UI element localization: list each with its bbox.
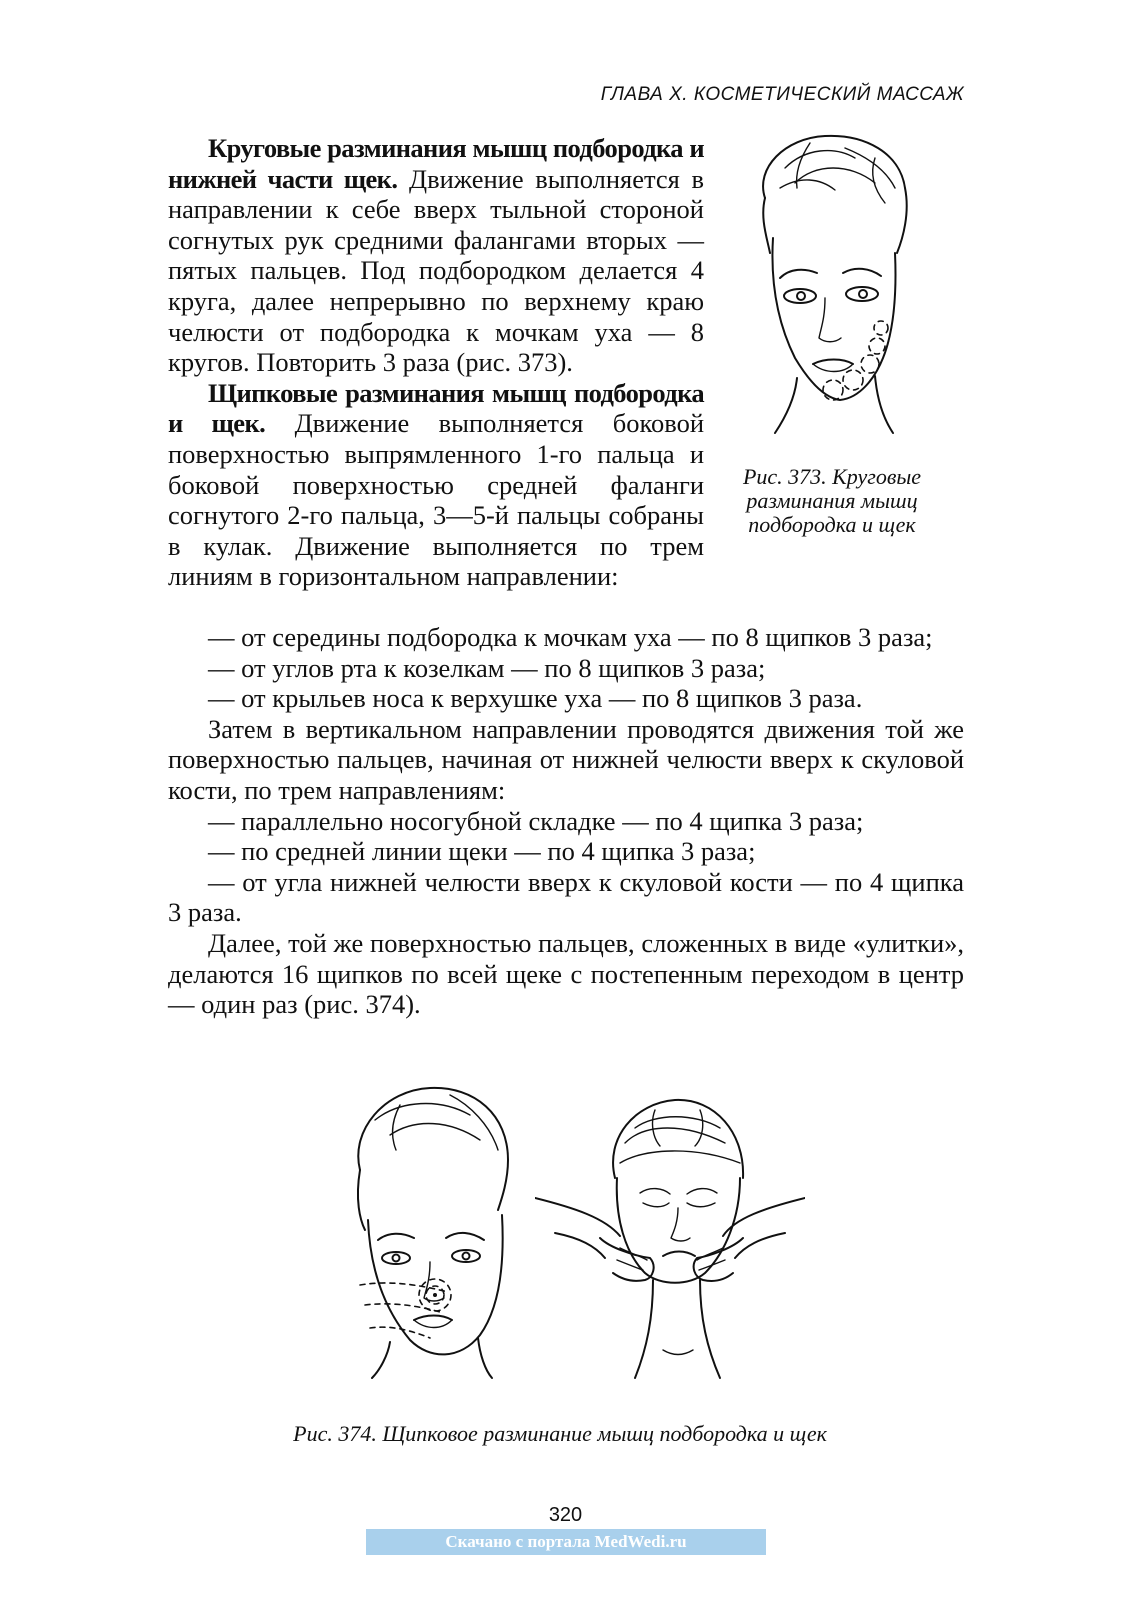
figure-374-caption: Рис. 374. Щипковое разминание мышц подбородка и щек [293, 1421, 827, 1446]
list-item-h1: — от середины подбородка к мочкам уха — по 8 щипков 3 раза; [208, 622, 933, 652]
figure-373-caption: Рис. 373. Круговые разминания мышц подбородка и щек [742, 464, 922, 537]
section-title-circular: Круговые разминания мышц подбородка и нижней части щек. [168, 133, 704, 194]
section-body-pinch: Движение выполняется боковой поверхностью выпрямленного 1-го пальца и боковой поверхностью средней фаланги согнутого 2-го пальца, 3—5-й пальцы собраны в кулак. Движение выполняется по трем линиям в горизонтальном направлении: [168, 408, 705, 592]
list-item-v2: — по средней линии щеки — по 4 щипка 3 раза; [208, 836, 756, 867]
paragraph-circular-kneading [168, 133, 704, 378]
figure-374-left-illustration [330, 1080, 530, 1380]
list-item-h2: — от углов рта к козелкам — по 8 щипков 3 раза; [208, 652, 766, 683]
text-column-narrow [168, 133, 704, 592]
text-column-full [168, 622, 964, 1020]
section-body-circular: Движение выполняется в направлении к себе вверх тыльной стороной согнутых рук средними фалангами вторых — пятых пальцев. Под подбородком делается 4 круга, далее непрерывно по верхнему краю челюсти от подбородка к мочкам уха — 8 кругов. Повторить 3 раза (рис. 373). [168, 163, 704, 378]
paragraph-vertical-intro: Затем в вертикальном направлении проводятся движения той же поверхностью пальцев, начиная от нижней челюсти вверх к скуловой кости, по трем направлениям: [168, 713, 964, 805]
page-number: 320 [548, 1504, 583, 1526]
watermark-banner: Скачано с портала MedWedi.ru [366, 1529, 766, 1555]
list-item-v1: — параллельно носогубной складке — по 4 щипка 3 раза; [208, 805, 864, 836]
paragraph-pinch-kneading [168, 378, 704, 592]
list-item-v3: — от угла нижней челюсти вверх к скуловой кости — по 4 щипка 3 раза. [168, 866, 964, 928]
list-item-h3: — от крыльев носа к верхушке уха — по 8 щипков 3 раза. [208, 683, 863, 714]
running-head: ГЛАВА X. КОСМЕТИЧЕСКИЙ МАССАЖ [600, 84, 964, 105]
figure-373-illustration [725, 128, 935, 440]
section-title-pinch: Щипковые разминания мышц подбородка и щек. [168, 377, 704, 439]
paragraph-closing: Далее, той же поверхностью пальцев, сложенных в виде «улитки», делаются 16 щипков по всей щеке с постепенным переходом в центр — один раз (рис. 374). [168, 927, 964, 1020]
figure-374-right-illustration [535, 1088, 805, 1398]
